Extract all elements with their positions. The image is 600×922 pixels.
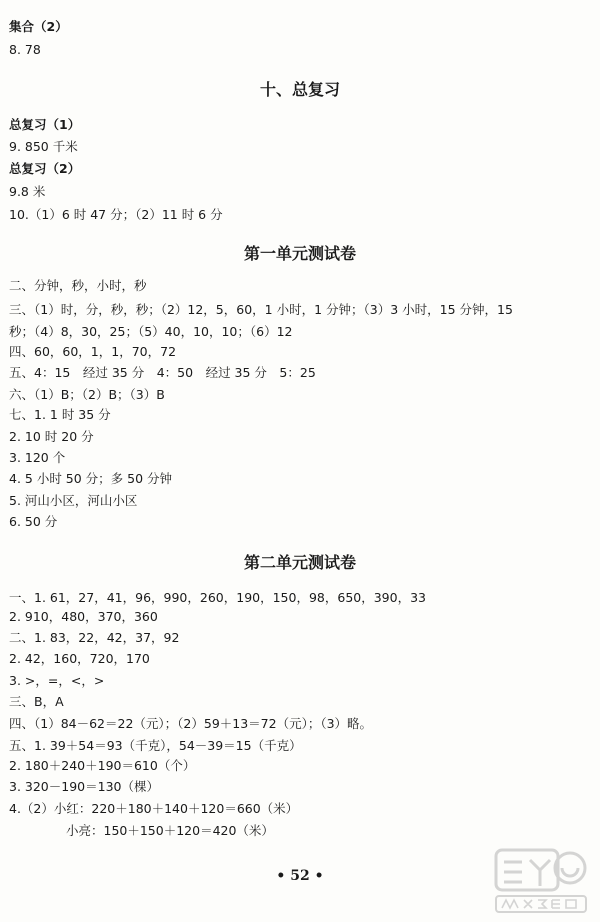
section-heading-collection-2: 集合（2） xyxy=(9,19,68,34)
answer-line: 二、分钟，秒，小时，秒 xyxy=(9,278,147,293)
answer-line: 3. >，=，<，> xyxy=(9,673,105,688)
answer-line: 6. 50 分 xyxy=(9,514,58,529)
answer-line: 10.（1）6 时 47 分；（2）11 时 6 分 xyxy=(9,207,223,222)
answer-line: 五、1. 39＋54＝93（千克），54－39＝15（千克） xyxy=(9,738,302,753)
answer-line: 四、（1）84－62＝22（元）；（2）59＋13＝72（元）；（3）略。 xyxy=(9,716,373,731)
answer-line: 5. 河山小区，河山小区 xyxy=(9,493,138,508)
answer-line: 2. 10 时 20 分 xyxy=(9,429,94,444)
chapter-title-review: 十、总复习 xyxy=(259,80,340,99)
page-number: • 52 • xyxy=(276,868,324,884)
answer-line: 秒；（4）8，30，25；（5）40，10，10；（6）12 xyxy=(9,324,293,339)
answer-line: 一、1. 61，27，41，96，990，260，190，150，98，650，390，33 xyxy=(9,590,426,605)
subheading-review-1: 总复习（1） xyxy=(9,117,81,132)
answer-line: 2. 42，160，720，170 xyxy=(9,651,150,666)
answer-line: 二、1. 83，22，42，37，92 xyxy=(9,630,180,645)
answer-line: 9.8 米 xyxy=(9,184,46,199)
unit1-test-title: 第一单元测试卷 xyxy=(243,244,356,263)
watermark-logo-icon xyxy=(494,846,588,916)
answer-line: 4.（2）小红：220＋180＋140＋120＝660（米） xyxy=(9,801,299,816)
subheading-review-2: 总复习（2） xyxy=(9,161,81,176)
answer-line: 四、60，60，1，1，70，72 xyxy=(9,344,177,359)
answer-line: 三、（1）时，分，秒，秒；（2）12，5，60，1 小时，1 分钟；（3）3 小时，15 分钟，15 xyxy=(9,302,513,317)
answer-line: 2. 180＋240＋190＝610（个） xyxy=(9,758,196,773)
answer-line: 3. 120 个 xyxy=(9,450,66,465)
answer-line: 9. 850 千米 xyxy=(9,139,78,154)
answer-line: 三、B，A xyxy=(9,694,64,709)
answer-line: 4. 5 小时 50 分；多 50 分钟 xyxy=(9,471,173,486)
answer-line: 8. 78 xyxy=(9,42,41,57)
answer-line: 五、4：15 经过 35 分 4：50 经过 35 分 5：25 xyxy=(9,365,316,380)
answer-line: 3. 320－190＝130（棵） xyxy=(9,779,159,794)
answer-line: 七、1. 1 时 35 分 xyxy=(9,407,111,422)
unit2-test-title: 第二单元测试卷 xyxy=(243,553,356,572)
answer-line: 六、（1）B；（2）B；（3）B xyxy=(9,387,165,402)
answer-line: 2. 910，480，370，360 xyxy=(9,609,158,624)
answer-line: 小亮：150＋150＋120＝420（米） xyxy=(66,823,274,838)
